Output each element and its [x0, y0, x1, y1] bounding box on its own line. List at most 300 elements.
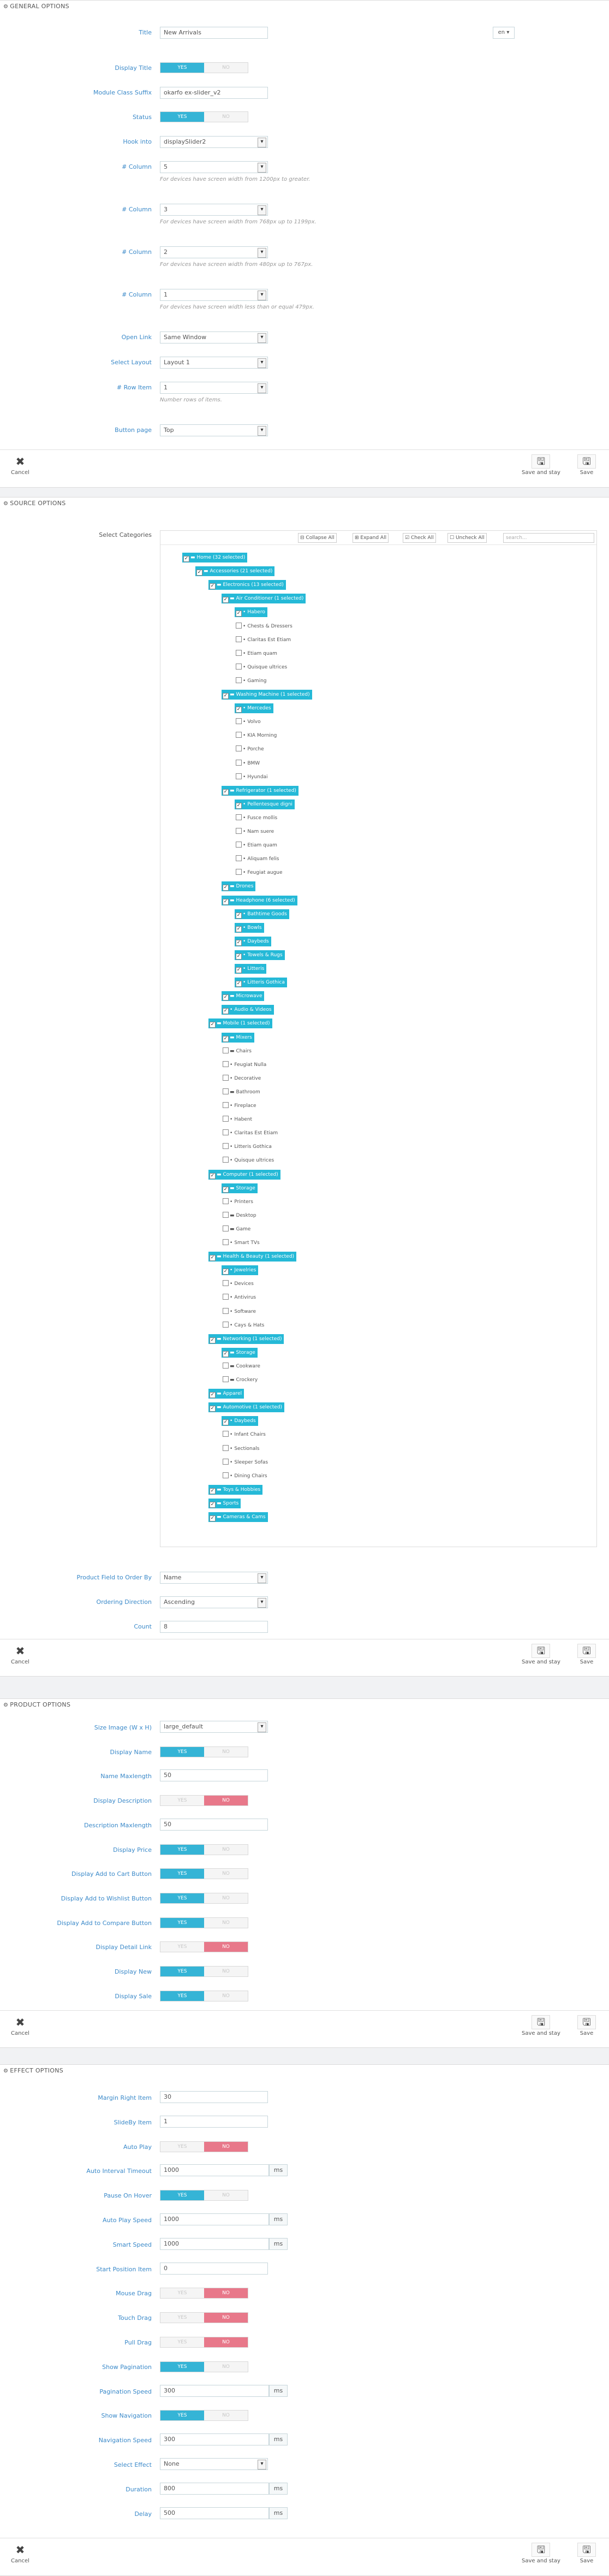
open-link-select[interactable]: Same Window ▾	[160, 331, 268, 344]
checkbox-icon[interactable]: ✓	[223, 693, 228, 698]
column-4-select[interactable]: 1 ▾	[160, 289, 268, 301]
option-input[interactable]: 300	[160, 2385, 269, 2397]
option-label: Auto Play	[123, 2143, 152, 2151]
tree-node-label: Computer (1 selected)	[223, 1171, 278, 1177]
display-title-toggle[interactable]: YES NO	[160, 62, 248, 73]
option-label: Delay	[134, 2510, 152, 2518]
option-input[interactable]: 30	[160, 2091, 268, 2103]
checkbox-icon[interactable]: ✓	[184, 556, 189, 561]
checkbox-icon[interactable]	[223, 1157, 229, 1163]
option-toggle[interactable]: YES NO	[160, 1746, 248, 1757]
tree-node[interactable]	[222, 1279, 255, 1289]
tree-search-input[interactable]: search...	[503, 533, 594, 543]
folder-icon: ▬	[230, 993, 235, 999]
option-toggle[interactable]: YES NO	[160, 1893, 248, 1904]
unit-addon: ms	[269, 2507, 288, 2519]
checkbox-icon[interactable]	[223, 1280, 229, 1286]
option-toggle[interactable]: YES NO	[160, 1917, 248, 1928]
tree-node-label: Fusce mollis	[247, 815, 278, 821]
tree-node[interactable]	[222, 1265, 258, 1275]
tree-node[interactable]	[235, 978, 287, 987]
column-3-select[interactable]: 2 ▾	[160, 246, 268, 258]
option-toggle[interactable]: YES NO	[160, 1966, 248, 1977]
tree-node-label: Networking (1 selected)	[223, 1336, 282, 1342]
checkbox-icon[interactable]: ✓	[210, 1255, 215, 1261]
tree-node-label: Chests & Dressers	[247, 623, 292, 629]
leaf-icon: •	[230, 1144, 233, 1150]
display-title-label: Display Title	[115, 64, 152, 72]
tree-node-label: Headphone (6 selected)	[236, 897, 295, 903]
checkbox-icon[interactable]: ✓	[210, 1337, 215, 1343]
option-label: Pull Drag	[124, 2339, 152, 2346]
tree-node[interactable]	[222, 1128, 279, 1138]
tree-node[interactable]	[222, 1293, 257, 1302]
option-select[interactable]: large_default ▾	[160, 1721, 268, 1733]
gear-icon: ⚙	[3, 1702, 9, 1708]
tree-node-label: Sleeper Sofas	[234, 1459, 268, 1465]
tree-node-label: Sectionals	[234, 1446, 260, 1452]
tree-node[interactable]	[235, 662, 288, 672]
tree-node[interactable]	[222, 1307, 257, 1317]
tree-node-label: Dining Chairs	[234, 1473, 267, 1479]
checkbox-icon[interactable]	[223, 1212, 229, 1218]
tree-node[interactable]	[222, 1183, 258, 1193]
checkbox-icon[interactable]: ✓	[210, 1501, 215, 1507]
checkbox-icon[interactable]	[223, 1116, 229, 1122]
checkbox-icon[interactable]	[236, 732, 242, 738]
column-2-select[interactable]: 3 ▾	[160, 204, 268, 216]
tree-node[interactable]	[222, 1458, 269, 1467]
leaf-icon: •	[243, 706, 246, 712]
leaf-icon: •	[243, 664, 246, 670]
checkbox-icon[interactable]: ✓	[236, 967, 241, 973]
column-1-select[interactable]: 5 ▾	[160, 161, 268, 173]
checkbox-icon[interactable]: ✓	[223, 898, 228, 904]
option-toggle[interactable]: YES NO	[160, 1795, 248, 1806]
checkbox-icon[interactable]	[223, 1308, 229, 1314]
ordering-direction-select[interactable]: Ascending ▾	[160, 1596, 268, 1608]
save-button[interactable]: 🖫 Save	[577, 1644, 596, 1666]
tree-node[interactable]	[235, 635, 292, 645]
checkbox-icon[interactable]: ✓	[236, 939, 241, 945]
tree-node[interactable]	[235, 964, 266, 974]
option-input[interactable]: 1	[160, 2116, 268, 2128]
checkbox-icon[interactable]: ✓	[223, 994, 228, 1000]
tree-node-label: Decorative	[234, 1075, 261, 1081]
cancel-button[interactable]: ✖ Cancel	[11, 2016, 29, 2036]
option-label: Touch Drag	[118, 2314, 152, 2322]
tree-node[interactable]	[208, 1402, 284, 1412]
tree-node[interactable]	[235, 759, 261, 768]
tree-node[interactable]	[235, 854, 280, 864]
leaf-icon: •	[230, 1322, 233, 1328]
tree-node[interactable]	[222, 1471, 268, 1481]
tree-node[interactable]	[235, 827, 275, 837]
checkbox-icon[interactable]: ✓	[236, 611, 241, 617]
option-label: Show Navigation	[101, 2412, 152, 2420]
tree-node[interactable]	[222, 1361, 261, 1371]
option-input[interactable]: 300	[160, 2433, 269, 2445]
option-input[interactable]: 1000	[160, 2164, 269, 2176]
tree-node[interactable]	[235, 703, 273, 713]
checkbox-icon[interactable]	[223, 1322, 229, 1328]
checkbox-icon[interactable]	[236, 718, 242, 724]
checkbox-icon[interactable]: ✓	[197, 570, 202, 576]
checkbox-icon[interactable]	[236, 773, 242, 779]
tree-node[interactable]	[222, 1101, 258, 1111]
tree-node[interactable]	[208, 1252, 296, 1262]
tree-node[interactable]	[235, 731, 278, 741]
folder-icon: ▬	[230, 1349, 235, 1355]
checkbox-icon[interactable]	[223, 1088, 229, 1094]
folder-icon: ▬	[230, 1226, 235, 1232]
save-button[interactable]: 🖫 Save	[577, 2543, 596, 2565]
tree-node-label: Gaming	[247, 678, 267, 684]
source-footer	[0, 1639, 609, 1677]
folder-icon: ▬	[217, 1500, 222, 1506]
tree-node[interactable]	[222, 1444, 260, 1454]
checkbox-icon[interactable]	[236, 650, 242, 656]
checkbox-icon[interactable]	[223, 1472, 229, 1478]
checkbox-icon[interactable]: ✓	[223, 789, 228, 795]
option-label: Auto Play Speed	[103, 2217, 152, 2224]
checkbox-icon[interactable]	[236, 745, 242, 751]
tree-node[interactable]	[235, 607, 267, 617]
uncheck-all-button[interactable]: ☐ Uncheck All	[447, 533, 487, 543]
tree-node-label: Desktop	[236, 1212, 256, 1218]
tree-node[interactable]	[222, 881, 255, 891]
floppy-icon: 🖫	[577, 1644, 596, 1658]
tree-node-label: Devices	[234, 1281, 254, 1287]
option-toggle[interactable]: YES NO	[160, 2312, 248, 2323]
tree-node-label: Volvo	[247, 719, 261, 725]
tree-node[interactable]	[235, 937, 271, 946]
checkbox-icon[interactable]: ✓	[210, 1488, 215, 1494]
checkbox-icon[interactable]	[223, 1376, 229, 1382]
save-and-stay-button[interactable]: 🖫 Save and stay	[522, 454, 560, 476]
folder-icon: ▬	[230, 596, 235, 602]
option-input[interactable]: 500	[160, 2507, 269, 2519]
tree-node[interactable]	[222, 1087, 261, 1097]
tree-node[interactable]	[222, 1156, 275, 1165]
tree-node-label: Mercedes	[247, 706, 271, 712]
option-toggle[interactable]: YES NO	[160, 1941, 248, 1952]
tree-node[interactable]	[222, 1005, 274, 1015]
cancel-button[interactable]: ✖ Cancel	[11, 455, 29, 476]
checkbox-icon[interactable]: ✓	[223, 1186, 228, 1192]
tree-node[interactable]	[208, 1499, 241, 1508]
option-toggle[interactable]: YES NO	[160, 2410, 248, 2421]
status-toggle[interactable]: YES NO	[160, 111, 248, 122]
option-toggle[interactable]: YES NO	[160, 1991, 248, 2001]
tree-node-label: Automotive (1 selected)	[223, 1405, 283, 1411]
row-item-label: # Row Item	[116, 384, 152, 391]
folder-icon: ▬	[230, 1048, 235, 1054]
layout-select[interactable]: Layout 1 ▾	[160, 357, 268, 369]
option-label: Display New	[114, 1968, 152, 1975]
save-and-stay-button[interactable]: 🖫 Save and stay	[522, 2015, 560, 2037]
checkbox-icon[interactable]: ✓	[223, 1269, 228, 1275]
folder-icon: ▬	[217, 1171, 222, 1177]
tree-node[interactable]	[222, 991, 264, 1001]
folder-icon: ▬	[190, 555, 195, 560]
tree-node[interactable]	[235, 717, 262, 727]
option-input[interactable]: 50	[160, 1769, 268, 1781]
row-item-help: Number rows of items.	[160, 397, 222, 403]
checkbox-icon[interactable]	[223, 1294, 229, 1300]
leaf-icon: •	[243, 774, 246, 780]
folder-icon: ▬	[230, 1363, 235, 1369]
tree-node[interactable]	[222, 896, 297, 905]
tree-node[interactable]	[208, 1485, 262, 1495]
checkbox-icon[interactable]: ✓	[223, 597, 228, 603]
unit-addon: ms	[269, 2213, 288, 2225]
checkbox-icon[interactable]	[223, 1363, 229, 1369]
count-input[interactable]: 8	[160, 1621, 268, 1633]
checkbox-icon[interactable]	[236, 869, 242, 875]
tree-node-label: Jewelries	[234, 1268, 256, 1274]
tree-node-label: Daybeds	[234, 1418, 256, 1424]
module-class-input[interactable]: okarfo ex-slider_v2	[160, 87, 268, 99]
tree-node[interactable]	[222, 786, 298, 796]
checkbox-icon[interactable]	[223, 1102, 229, 1108]
leaf-icon: •	[230, 1130, 233, 1136]
tree-node[interactable]	[208, 1389, 244, 1399]
checkbox-icon[interactable]: ✓	[223, 1351, 228, 1357]
save-button[interactable]: 🖫 Save	[577, 2015, 596, 2037]
checkbox-icon[interactable]	[223, 1075, 229, 1081]
tree-node-label: Claritas Est Etiam	[247, 637, 291, 643]
open-link-label: Open Link	[121, 334, 152, 341]
tree-node-label: Hyundai	[247, 774, 268, 780]
tree-node[interactable]	[208, 1512, 268, 1522]
unit-addon: ms	[269, 2238, 288, 2250]
tree-node[interactable]	[222, 1320, 265, 1330]
tree-node[interactable]	[195, 566, 274, 576]
checkbox-icon[interactable]	[236, 636, 242, 642]
tree-node[interactable]	[222, 1238, 261, 1248]
leaf-icon: •	[243, 829, 246, 834]
folder-icon: ▬	[217, 1254, 222, 1260]
tree-node[interactable]	[235, 744, 265, 754]
tree-node-label: Home (32 selected)	[196, 555, 246, 560]
checkbox-icon[interactable]	[236, 828, 242, 834]
tree-node[interactable]	[222, 1224, 252, 1234]
tree-node[interactable]	[235, 840, 278, 850]
checkbox-icon[interactable]: ✓	[236, 926, 241, 932]
checkbox-icon[interactable]	[223, 1445, 229, 1451]
button-page-label: Button page	[115, 427, 152, 434]
checkbox-icon[interactable]	[223, 1143, 229, 1149]
floppy-icon: 🖫	[577, 2543, 596, 2557]
save-button[interactable]: 🖫 Save	[577, 454, 596, 476]
checkbox-icon[interactable]	[236, 677, 242, 683]
tree-node[interactable]	[235, 800, 295, 809]
checkbox-icon[interactable]	[223, 1459, 229, 1465]
option-input[interactable]: 1000	[160, 2238, 269, 2250]
tree-node-label: Daybeds	[247, 938, 269, 944]
leaf-icon: •	[243, 938, 246, 944]
cancel-button[interactable]: ✖ Cancel	[11, 2543, 29, 2564]
tree-node[interactable]	[222, 1046, 253, 1056]
product-footer	[0, 2010, 609, 2048]
effect-footer	[0, 2538, 609, 2576]
checkbox-icon[interactable]	[236, 664, 242, 670]
leaf-icon: •	[230, 1308, 233, 1314]
tree-node[interactable]	[235, 923, 264, 933]
tree-node[interactable]	[222, 594, 306, 603]
option-input[interactable]: 50	[160, 1819, 268, 1831]
checkbox-icon[interactable]	[236, 760, 242, 766]
column-1-help: For devices have screen width from 1200px to greater.	[160, 176, 311, 182]
leaf-icon: •	[230, 1459, 233, 1465]
tree-node[interactable]	[235, 868, 284, 878]
categories-label: Select Categories	[99, 531, 152, 538]
folder-icon: ▬	[230, 692, 235, 697]
option-label: Show Pagination	[102, 2363, 152, 2371]
tree-node[interactable]	[235, 649, 278, 659]
checkbox-icon[interactable]	[223, 1047, 229, 1053]
tree-node-label: Game	[236, 1226, 251, 1232]
tree-node[interactable]	[222, 1115, 253, 1124]
tree-node[interactable]	[235, 621, 294, 631]
tree-node[interactable]	[222, 1430, 267, 1440]
leaf-icon: •	[230, 1103, 233, 1109]
option-input[interactable]: 0	[160, 2263, 268, 2275]
checkbox-icon[interactable]: ✓	[210, 1406, 215, 1412]
tree-node[interactable]	[222, 1197, 254, 1207]
checkbox-icon[interactable]: ✓	[236, 802, 241, 808]
tree-node[interactable]	[222, 1375, 259, 1385]
tree-toolbar	[160, 531, 596, 545]
checkbox-icon[interactable]: ✓	[210, 1515, 215, 1521]
expand-all-button[interactable]: ⊞ Expand All	[353, 533, 389, 543]
tree-node[interactable]	[208, 1170, 280, 1180]
tree-node[interactable]	[208, 1018, 272, 1028]
checkbox-icon[interactable]: ✓	[236, 953, 241, 959]
option-toggle[interactable]: YES NO	[160, 2141, 248, 2152]
checked-icon: ☑	[405, 535, 411, 541]
option-input[interactable]: 1000	[160, 2213, 269, 2225]
collapse-all-button[interactable]: ⊟ Collapse All	[298, 533, 337, 543]
checkbox-icon[interactable]	[236, 814, 242, 820]
checkbox-icon[interactable]	[223, 1225, 229, 1231]
effect-options-header: ⚙ EFFECT OPTIONS	[3, 2067, 64, 2074]
button-page-select[interactable]: Top ▾	[160, 424, 268, 436]
checkbox-icon[interactable]: ✓	[236, 707, 241, 713]
option-label: Display Description	[93, 1797, 152, 1805]
leaf-icon: •	[243, 952, 246, 958]
checkbox-icon[interactable]	[236, 623, 242, 629]
row-item-select[interactable]: 1 ▾	[160, 382, 268, 394]
checkbox-icon[interactable]: ✓	[210, 583, 215, 589]
tree-node[interactable]	[222, 1416, 258, 1426]
tree-node[interactable]	[222, 1211, 258, 1221]
leaf-icon: •	[243, 843, 246, 849]
hook-select[interactable]: displaySlider2 ▾	[160, 136, 268, 148]
tree-node[interactable]	[235, 772, 269, 782]
tree-node[interactable]	[222, 1074, 262, 1083]
checkbox-icon[interactable]	[223, 1198, 229, 1204]
tree-node-label: Apparel	[223, 1391, 242, 1397]
checkbox-icon[interactable]: ✓	[236, 981, 241, 987]
source-options-panel	[0, 497, 609, 1677]
tree-node[interactable]	[222, 690, 312, 700]
leaf-icon: •	[243, 980, 246, 986]
checkbox-icon[interactable]: ✓	[223, 885, 228, 891]
option-toggle[interactable]: YES NO	[160, 1844, 248, 1855]
checkbox-icon[interactable]	[223, 1239, 229, 1245]
checkbox-icon[interactable]	[236, 855, 242, 861]
tree-node-label: Health & Beauty (1 selected)	[223, 1254, 295, 1260]
folder-icon: ▬	[230, 1034, 235, 1040]
order-field-select[interactable]: Name ▾	[160, 1572, 268, 1584]
option-input[interactable]: 800	[160, 2483, 269, 2495]
checkbox-icon[interactable]: ✓	[210, 1022, 215, 1028]
tree-node-label: Feugiat Nulla	[234, 1062, 267, 1068]
close-icon: ✖	[15, 2543, 25, 2556]
tree-node-label: Drones	[236, 884, 254, 890]
option-toggle[interactable]: YES NO	[160, 2361, 248, 2372]
tree-node[interactable]	[222, 1348, 258, 1358]
language-select[interactable]: en ▾	[493, 27, 515, 39]
option-select[interactable]: None ▾	[160, 2458, 268, 2470]
leaf-icon: •	[243, 609, 246, 615]
tree-node[interactable]	[208, 1334, 284, 1344]
save-and-stay-button[interactable]: 🖫 Save and stay	[522, 2543, 560, 2565]
leaf-icon: •	[230, 1117, 233, 1123]
tree-node[interactable]	[235, 676, 268, 686]
option-label: Size Image (W x H)	[94, 1724, 152, 1731]
tree-node[interactable]	[208, 580, 286, 590]
count-label: Count	[134, 1623, 152, 1630]
checkbox-icon[interactable]: ✓	[223, 1035, 228, 1041]
leaf-icon: •	[243, 801, 246, 807]
checkbox-icon[interactable]	[223, 1431, 229, 1437]
checkbox-icon[interactable]: ✓	[236, 912, 241, 918]
checkbox-icon[interactable]	[236, 842, 242, 848]
tree-node[interactable]	[235, 950, 285, 960]
option-toggle[interactable]: YES NO	[160, 1868, 248, 1879]
leaf-icon: •	[230, 1295, 233, 1301]
tree-node[interactable]	[222, 1142, 273, 1152]
checkbox-icon[interactable]	[223, 1129, 229, 1135]
checkbox-icon[interactable]: ✓	[210, 1172, 215, 1179]
tree-node[interactable]	[235, 813, 278, 823]
cancel-button[interactable]: ✖ Cancel	[11, 1644, 29, 1665]
product-options-header: ⚙ PRODUCT OPTIONS	[3, 1701, 71, 1708]
option-toggle[interactable]: YES NO	[160, 2190, 248, 2201]
tree-node[interactable]	[182, 553, 247, 562]
column-3-label: # Column	[122, 248, 152, 256]
title-input[interactable]: New Arrivals	[160, 27, 268, 39]
leaf-icon: •	[243, 856, 246, 862]
collapse-icon: ⊟	[300, 535, 306, 541]
option-toggle[interactable]: YES NO	[160, 2288, 248, 2299]
save-and-stay-button[interactable]: 🖫 Save and stay	[522, 1644, 560, 1666]
tree-node[interactable]	[222, 1033, 254, 1043]
unit-addon: ms	[269, 2483, 288, 2495]
tree-node[interactable]	[222, 1060, 267, 1070]
check-all-button[interactable]: ☑ Check All	[403, 533, 436, 543]
checkbox-icon[interactable]: ✓	[210, 1392, 215, 1398]
checkbox-icon[interactable]	[223, 1061, 229, 1067]
checkbox-icon[interactable]: ✓	[223, 1419, 228, 1425]
option-toggle[interactable]: YES NO	[160, 2337, 248, 2348]
tree-node[interactable]	[235, 909, 289, 919]
tree-node-label: Audio & Videos	[234, 1007, 272, 1013]
checkbox-icon[interactable]: ✓	[223, 1008, 228, 1014]
